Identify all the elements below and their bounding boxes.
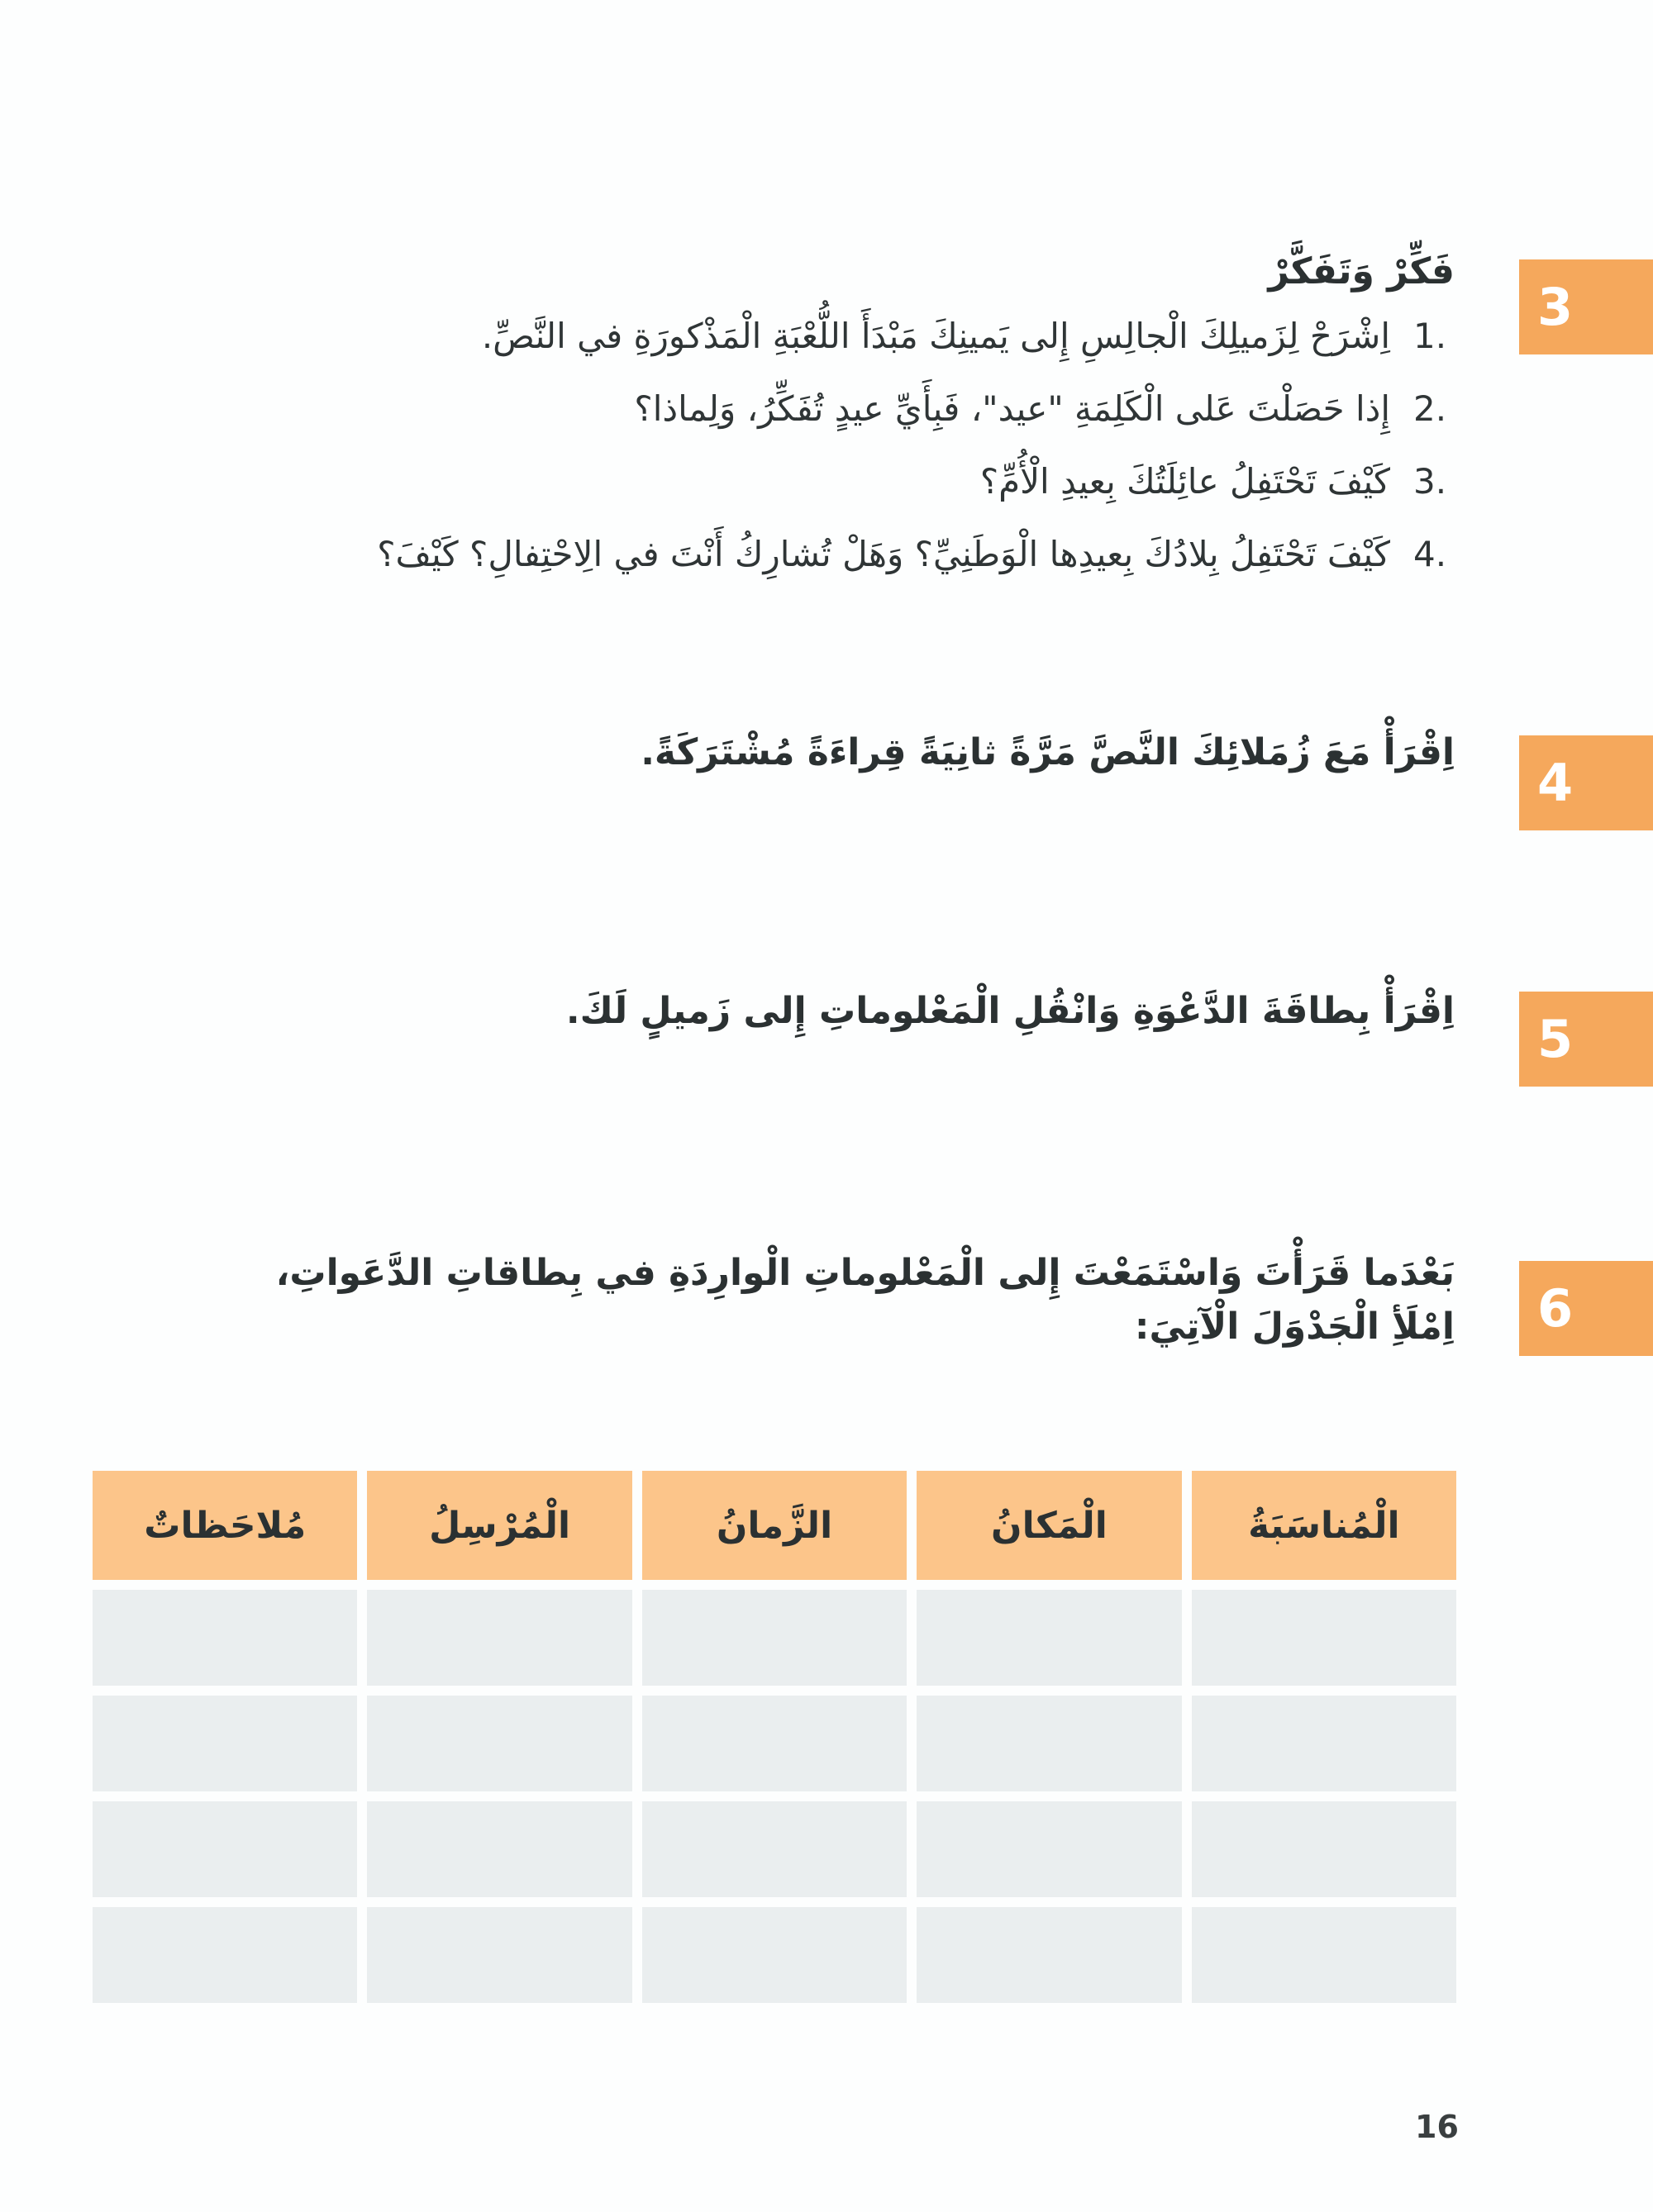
question-text: اِشْرَحْ لِزَميلِكَ الْجالِسِ إِلى يَمينِكَ مَبْدَأَ اللُّعْبَةِ الْمَذْكورَةِ في النَّصِّ. [481, 316, 1390, 357]
table-cell[interactable] [367, 1696, 631, 1791]
section-3 [377, 248, 1455, 591]
question-number: 3. [1413, 461, 1447, 502]
question-number: 2. [1413, 388, 1447, 430]
table-cell[interactable] [93, 1696, 357, 1791]
section-5-badge [1519, 992, 1653, 1087]
section-4-heading: اِقْرَأْ مَعَ زُمَلائِكَ النَّصَّ مَرَّةً ثانِيَةً قِراءَةً مُشْتَرَكَةً. [641, 731, 1455, 773]
table-cell[interactable] [93, 1590, 357, 1686]
table-header-notes: مُلاحَظاتٌ [93, 1471, 357, 1580]
table-cell[interactable] [1192, 1801, 1456, 1897]
section-number: 6 [1537, 1278, 1574, 1339]
page-number: 16 [1415, 2109, 1459, 2145]
table-header-sender: الْمُرْسِلُ [367, 1471, 631, 1580]
table-cell[interactable] [917, 1801, 1181, 1897]
question-item [377, 445, 1455, 518]
section-3-heading: فَكِّرْ وَتَفَكَّرْ [1268, 250, 1455, 293]
table-cell[interactable] [642, 1696, 907, 1791]
table-header-occasion: الْمُناسَبَةُ [1192, 1471, 1456, 1580]
section-6-badge [1519, 1261, 1653, 1356]
table-cell[interactable] [642, 1590, 907, 1686]
question-item [377, 373, 1455, 445]
table-header-time: الزَّمانُ [642, 1471, 907, 1580]
table-cell[interactable] [642, 1907, 907, 2003]
table-cell[interactable] [367, 1907, 631, 2003]
section-6 [276, 1249, 1455, 1350]
table-cell[interactable] [367, 1801, 631, 1897]
question-list [377, 300, 1455, 591]
question-number: 1. [1413, 316, 1447, 357]
section-5 [566, 987, 1455, 1035]
table-cell[interactable] [367, 1590, 631, 1686]
table-cell[interactable] [93, 1907, 357, 2003]
section-4-badge [1519, 735, 1653, 830]
table-cell[interactable] [642, 1801, 907, 1897]
table-cell[interactable] [1192, 1907, 1456, 2003]
table-cell[interactable] [917, 1907, 1181, 2003]
table-cell[interactable] [1192, 1696, 1456, 1791]
table-cell[interactable] [93, 1801, 357, 1897]
question-text: كَيْفَ تَحْتَفِلُ عائِلَتُكَ بِعيدِ الْأُمِّ؟ [979, 461, 1390, 502]
table-cell[interactable] [917, 1590, 1181, 1686]
fill-in-table [93, 1471, 1456, 2003]
section-5-heading: اِقْرَأْ بِطاقَةَ الدَّعْوَةِ وَانْقُلِ الْمَعْلوماتِ إِلى زَميلٍ لَكَ. [565, 990, 1455, 1032]
table-header-place: الْمَكانُ [917, 1471, 1181, 1580]
section-number: 5 [1537, 1009, 1574, 1069]
section-6-heading-line-2: اِمْلَأِ الْجَدْوَلَ الْآتِيَ: [1134, 1306, 1455, 1349]
section-6-heading-line-1: بَعْدَما قَرَأْتَ وَاسْتَمَعْتَ إِلى الْمَعْلوماتِ الْوارِدَةِ في بِطاقاتِ الدَّعَواتِ، [275, 1252, 1455, 1294]
question-text: كَيْفَ تَحْتَفِلُ بِلادُكَ بِعيدِها الْوَطَنِيِّ؟ وَهَلْ تُشارِكُ أَنْتَ في الِاحْتِفالِ؟ كَيْفَ؟ [377, 534, 1390, 575]
table-cell[interactable] [917, 1696, 1181, 1791]
section-number: 3 [1537, 277, 1574, 337]
section-number: 4 [1537, 753, 1574, 813]
question-item [377, 518, 1455, 591]
question-text: إِذا حَصَلْتَ عَلى الْكَلِمَةِ "عيد"، فَبِأَيِّ عيدٍ تُفَكِّرُ، وَلِماذا؟ [634, 388, 1390, 430]
table-cell[interactable] [1192, 1590, 1456, 1686]
question-item [377, 300, 1455, 373]
section-3-badge [1519, 259, 1653, 354]
question-number: 4. [1413, 534, 1447, 575]
section-4 [641, 729, 1455, 776]
